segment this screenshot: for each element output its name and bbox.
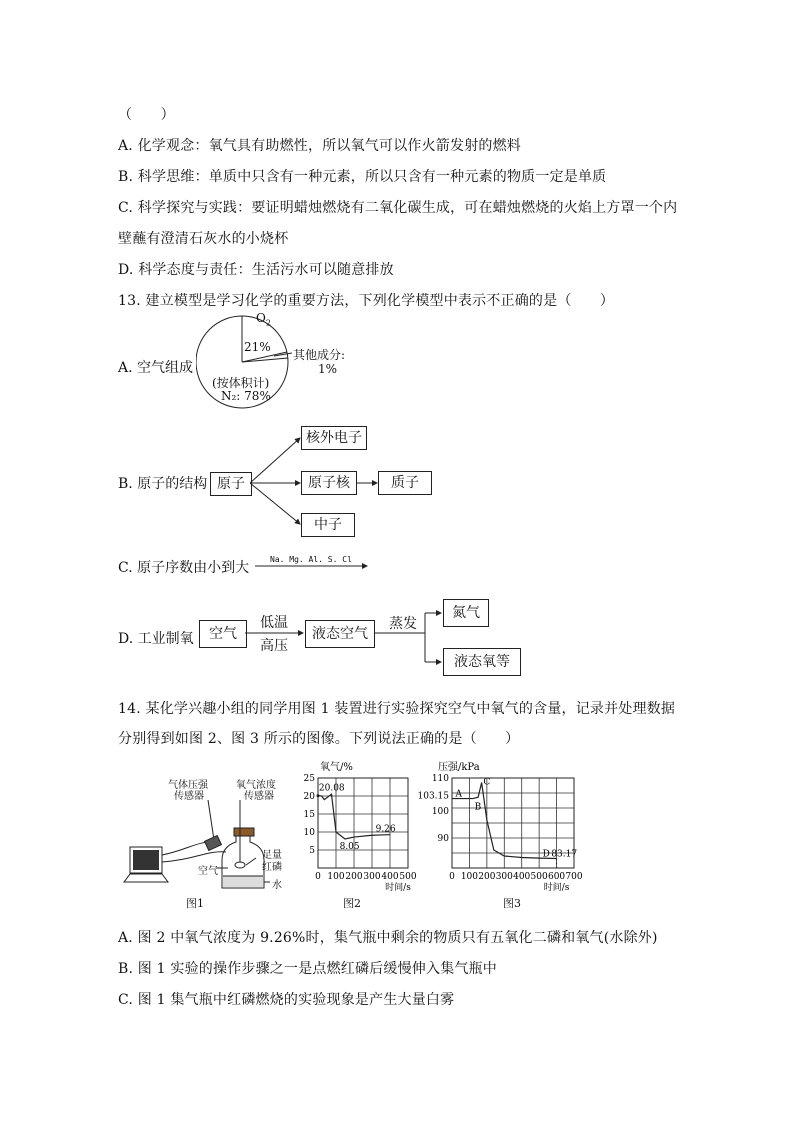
- pie-o2-label: [256, 311, 271, 327]
- q13-c-label: C. 原子序数由小到大: [118, 560, 250, 576]
- point-label-d: D: [542, 849, 550, 860]
- nitrogen-box: 氮气: [443, 599, 489, 627]
- fig1-water-label: 水: [272, 880, 282, 891]
- arrow-to-neutron: [250, 483, 300, 524]
- condition-high-pressure: 高压: [260, 638, 288, 654]
- x-tick-label: 200: [345, 872, 363, 882]
- o2-subscript: 2: [265, 318, 271, 328]
- element-sequence: Na. Mg. Al. S. Cl: [270, 555, 352, 564]
- y-axis-label: 压强/kPa: [438, 762, 480, 773]
- point-label-b: B: [474, 802, 482, 813]
- y-tick-label: 20: [303, 792, 315, 802]
- red-p-pointer: [246, 858, 256, 865]
- x-tick-label: 100: [460, 872, 479, 882]
- computer-screen: [133, 850, 159, 870]
- y-tick-label: 5: [309, 846, 315, 856]
- y-tick-label: 90: [437, 834, 449, 844]
- x-tick-label: 600: [547, 872, 566, 882]
- point-label-a: A: [455, 789, 462, 800]
- x-tick-label: 400: [381, 872, 399, 882]
- fig1-o2-sensor-label: 氧气浓度 传感器: [236, 780, 276, 802]
- x-tick-label: 300: [363, 872, 381, 882]
- q12-option-b: B. 科学思维：单质中只含有一种元素，所以只含有一种元素的物质一定是单质: [118, 169, 607, 185]
- point-label-c: C: [483, 777, 491, 788]
- pie-other-label: 其他成分:: [293, 348, 346, 362]
- air-box: 空气: [199, 620, 247, 648]
- atom-arrows: [250, 430, 390, 530]
- fig1-pressure-sensor-label: 气体压强 传感器: [168, 780, 208, 802]
- y-tick-label: 15: [303, 810, 315, 820]
- x-tick-label: 500: [399, 872, 417, 882]
- liquid-oxygen-box: 液态氧等: [443, 648, 521, 676]
- q12-paren: （ ）: [118, 107, 175, 123]
- pressure-pointer: [208, 800, 214, 840]
- q12-option-c: C. 科学探究与实践：要证明蜡烛燃烧有二氧化碳生成，可在蜡烛燃烧的火焰上方罩一个内: [118, 200, 678, 216]
- burning-spoon: [235, 862, 245, 868]
- neutron-box: 中子: [301, 513, 355, 537]
- electron-box: 核外电子: [301, 426, 367, 450]
- bottle-water: [223, 876, 263, 887]
- figure-2-oxygen-chart: [290, 760, 430, 910]
- y-tick-label: 103.15: [417, 791, 449, 802]
- point-start: [317, 794, 320, 797]
- q12-option-c-cont: 壁蘸有澄清石灰水的小烧杯: [118, 231, 289, 247]
- y-axis-label: 氧气/%: [320, 762, 353, 773]
- fig3-caption: 图3: [503, 897, 521, 910]
- y-tick-label: 10: [303, 828, 315, 838]
- pie-o2-percent: 21%: [244, 340, 271, 354]
- fig1-red-p-label: 红磷: [262, 862, 282, 873]
- q14-option-b: B. 图 1 实验的操作步骤之一是点燃红磷后缓慢伸入集气瓶中: [118, 961, 497, 977]
- x-axis-label: 时间/s: [543, 883, 570, 893]
- condition-low-temp: 低温: [260, 615, 288, 631]
- pie-n2-label: N₂: 78%: [221, 389, 271, 403]
- arrow-to-electron: [250, 438, 300, 483]
- figure-3-pressure-chart: [410, 760, 590, 910]
- x-tick-label: 700: [565, 872, 583, 882]
- atom-box: 原子: [210, 472, 252, 496]
- fig1-air-label: 空气: [198, 866, 218, 877]
- pie-other-percent: 1%: [318, 362, 338, 376]
- label-start-value: 20.08: [318, 783, 345, 794]
- computer-base: [124, 874, 168, 882]
- y-tick-label: 100: [431, 807, 449, 817]
- evaporate-label: 蒸发: [389, 616, 417, 632]
- label-d-value: 83.17: [551, 849, 578, 860]
- liquid-air-box: 液态空气: [305, 620, 375, 648]
- q14-option-a: A. 图 2 中氧气浓度为 9.26%时，集气瓶中剩余的物质只有五氧化二磷和氧气(水除外): [118, 930, 658, 946]
- q12-option-d: D. 科学态度与责任：生活污水可以随意排放: [118, 262, 394, 278]
- q13-b-label: B. 原子的结构: [118, 476, 208, 492]
- y-tick-label: 25: [303, 774, 315, 784]
- y-tick-label: 110: [431, 774, 449, 784]
- o2-symbol: O: [256, 311, 266, 325]
- fig2-caption: 图2: [343, 897, 361, 910]
- x-tick-label: 400: [513, 872, 531, 882]
- cable-2: [162, 852, 226, 862]
- x-tick-label: 200: [478, 872, 496, 882]
- nucleus-box: 原子核: [301, 471, 357, 495]
- bottle-stopper: [234, 828, 254, 836]
- q14-stem-1: 14. 某化学兴趣小组的同学用图 1 装置进行实验探究空气中氧气的含量，记录并处理数据: [118, 701, 676, 717]
- x-tick-label: 0: [315, 872, 321, 882]
- fig1-enough-label: 足量: [262, 850, 282, 861]
- label-end-value: 9.26: [375, 824, 396, 835]
- proton-box: 质子: [378, 471, 432, 495]
- x-tick-label: 500: [530, 872, 548, 882]
- sequence-arrow: [255, 560, 375, 572]
- q14-stem-2: 分别得到如图 2、图 3 所示的图像。下列说法正确的是（ ）: [118, 731, 520, 747]
- q14-option-c: C. 图 1 集气瓶中红磷燃烧的实验现象是产生大量白雾: [118, 992, 455, 1008]
- label-min-value: 8.05: [339, 841, 360, 852]
- x-axis-label: 时间/s: [385, 883, 411, 893]
- industrial-arrows: [245, 605, 445, 665]
- pressure-sensor: [205, 836, 222, 851]
- pie-by-volume: (按体积计): [212, 376, 270, 390]
- x-tick-label: 300: [495, 872, 513, 882]
- q13-d-label: D. 工业制氧: [118, 631, 194, 647]
- q13-a-label: A. 空气组成: [118, 360, 194, 376]
- x-tick-label: 0: [449, 872, 455, 882]
- q12-option-a: A. 化学观念：氧气具有助燃性，所以氧气可以作火箭发射的燃料: [118, 138, 522, 154]
- x-tick-label: 100: [327, 872, 345, 882]
- q13-stem: 13. 建立模型是学习化学的重要方法，下列化学模型中表示不正确的是（ ）: [118, 293, 615, 309]
- fig1-caption: 图1: [186, 897, 204, 910]
